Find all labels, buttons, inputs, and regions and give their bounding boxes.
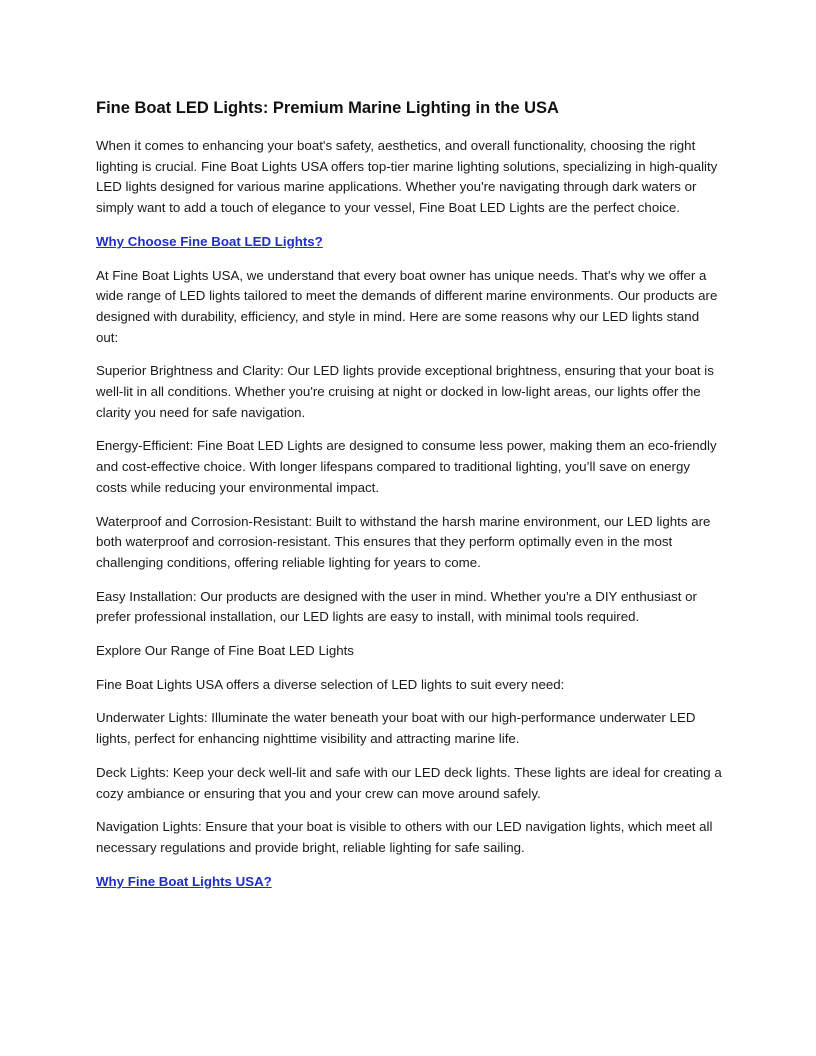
document-page [96,97,722,905]
why-choose-link-block [96,232,722,266]
why-choose-link[interactable]: Why Choose Fine Boat LED Lights? [96,233,323,249]
energy-paragraph: Energy-Efficient: Fine Boat LED Lights are designed to consume less power, making them an eco-friendly and cost-effective choice. With longer lifespans compared to traditional lighting, you’ll save on energy costs while reducing your environmental impact. [96,438,717,495]
why-usa-link[interactable]: Why Fine Boat Lights USA? [96,873,272,889]
explore-heading: Explore Our Range of Fine Boat LED Lights [96,643,354,659]
why-usa-link-block [96,872,722,906]
selection-paragraph: Fine Boat Lights USA offers a diverse selection of LED lights to suit every need: [96,676,565,692]
intro-paragraph: When it comes to enhancing your boat's safety, aesthetics, and overall functionality, choosing the right lighting is crucial. Fine Boat Lights USA offers top-tier marine lighting solutions, specializing in high-quality LED lights designed for various marine applications. Whether you're navigating through dark waters or simply want to add a touch of elegance to your vessel, Fine Boat LED Lights are the perfect choice. [96,138,718,216]
navigation-paragraph: Navigation Lights: Ensure that your boat is visible to others with our LED navigation lights, which meet all necessary regulations and provide bright, reliable lighting for safe sailing. [96,819,713,855]
underwater-paragraph: Underwater Lights: Illuminate the water beneath your boat with our high-performance underwater LED lights, perfect for enhancing nighttime visibility and attracting marine life. [96,710,696,747]
brightness-paragraph: Superior Brightness and Clarity: Our LED lights provide exceptional brightness, ensuring that your boat is well-lit in all conditions. Whether you're cruising at night or docked in low-light areas, our lights offer the clarity you need for safe navigation. [96,363,714,420]
document-title: Fine Boat LED Lights: Premium Marine Lighting in the USA [96,99,559,117]
needs-paragraph: At Fine Boat Lights USA, we understand that every boat owner has unique needs. That's why we offer a wide range of LED lights tailored to meet the demands of different marine environments. Our products are designed with durability, efficiency, and style in mind. Here are some reasons why our LED lights stand out: [96,267,718,345]
installation-paragraph: Easy Installation: Our products are designed with the user in mind. Whether you're a DIY enthusiast or prefer professional installation, our LED lights are easy to install, with minimal tools required. [96,588,697,625]
deck-paragraph: Deck Lights: Keep your deck well-lit and safe with our LED deck lights. These lights are ideal for creating a cozy ambiance or ensuring that you and your crew can move around safely. [96,764,722,801]
waterproof-paragraph: Waterproof and Corrosion-Resistant: Built to withstand the harsh marine environment, our LED lights are both waterproof and corrosion-resistant. This ensures that they perform optimally even in the most challenging conditions, offering reliable lighting for years to come. [96,513,711,570]
